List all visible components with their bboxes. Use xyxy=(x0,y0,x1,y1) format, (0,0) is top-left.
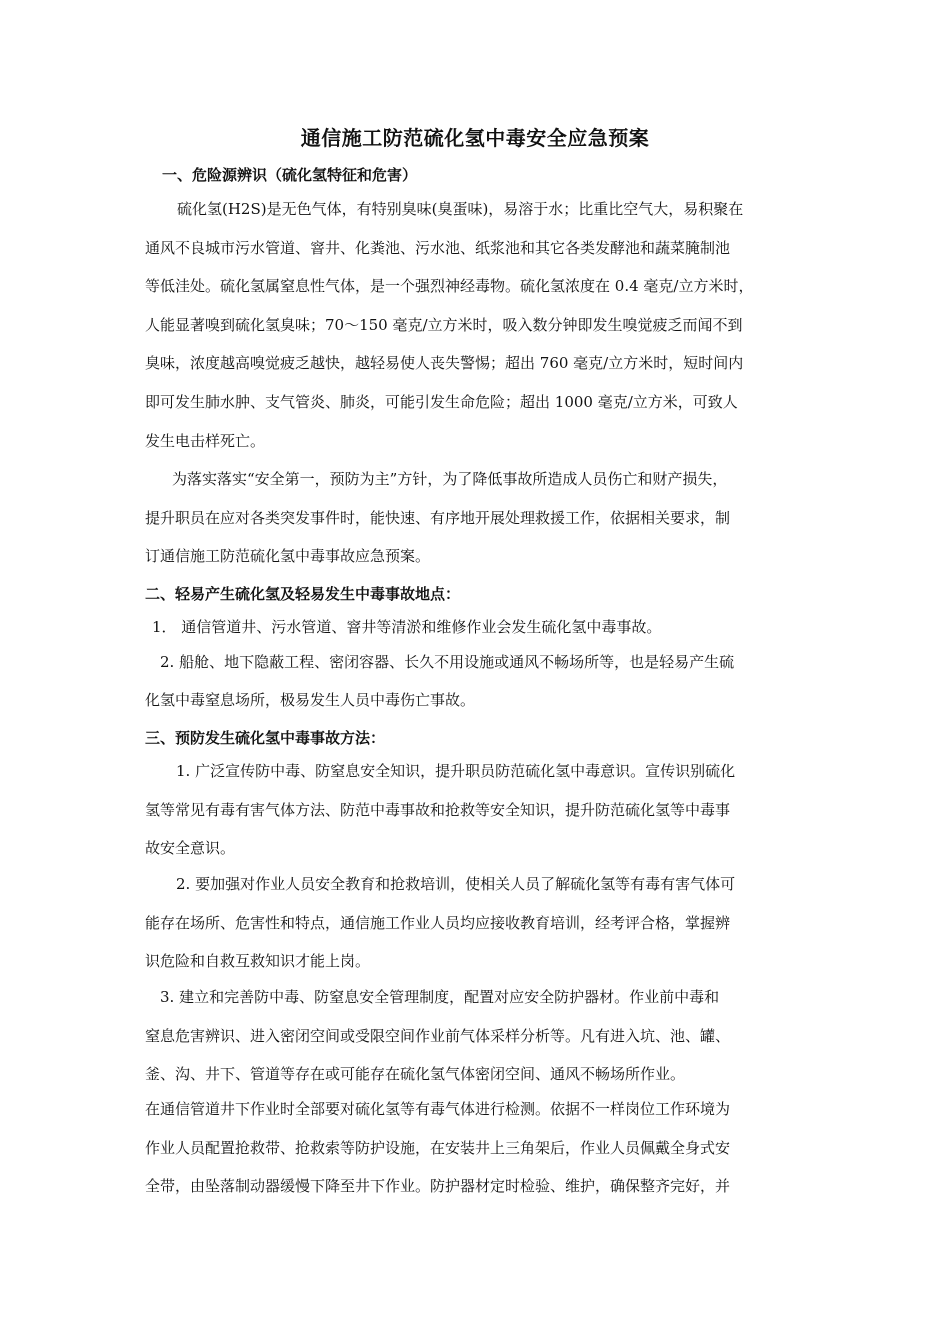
paragraph-line: 全带，由坠落制动器缓慢下降至井下作业。防护器材定时检验、维护，确保整齐完好，并 xyxy=(145,1177,731,1195)
paragraph-line: 通风不良城市污水管道、窨井、化粪池、污水池、纸浆池和其它各类发酵池和蔬菜腌制池 xyxy=(145,239,731,257)
paragraph-line: 臭味，浓度越高嗅觉疲乏越快，越轻易使人丧失警惕；超出 760 毫克/立方米时，短时间内 xyxy=(145,354,744,372)
paragraph-line: 在通信管道井下作业时全部要对硫化氢等有毒气体进行检测。依据不一样岗位工作环境为 xyxy=(145,1100,731,1118)
document-title: 通信施工防范硫化氢中毒安全应急预案 xyxy=(300,126,650,150)
section-heading-3: 三、预防发生硫化氢中毒事故方法： xyxy=(145,729,386,747)
paragraph-line: 提升职员在应对各类突发事件时，能快速、有序地开展处理救援工作，依据相关要求，制 xyxy=(145,509,731,527)
list-item-line: 识危险和自救互救知识才能上岗。 xyxy=(145,952,371,970)
list-item-line: 3. 建立和完善防中毒、防窒息安全管理制度，配置对应安全防护器材。作业前中毒和 xyxy=(160,988,720,1006)
list-item-line: 2. 要加强对作业人员安全教育和抢救培训，使相关人员了解硫化氢等有毒有害气体可 xyxy=(176,875,736,893)
paragraph-line: 订通信施工防范硫化氢中毒事故应急预案。 xyxy=(145,547,431,565)
paragraph-line: 人能显著嗅到硫化氢臭味；70～150 毫克/立方米时，吸入数分钟即发生嗅觉疲乏而闻不到 xyxy=(145,316,743,334)
list-item-line: 2. 船舱、地下隐蔽工程、密闭容器、长久不用设施或通风不畅场所等，也是轻易产生硫 xyxy=(160,653,735,671)
list-item-line: 故安全意识。 xyxy=(145,839,236,857)
list-item-line: 釜、沟、井下、管道等存在或可能存在硫化氢气体密闭空间、通风不畅场所作业。 xyxy=(145,1065,686,1083)
section-heading-2: 二、轻易产生硫化氢及轻易发生中毒事故地点： xyxy=(145,585,461,603)
paragraph-line: 硫化氢(H2S)是无色气体，有特别臭味(臭蛋味)，易溶于水；比重比空气大，易积聚在 xyxy=(177,200,744,218)
list-item-line: 氢等常见有毒有害气体方法、防范中毒事故和抢救等安全知识，提升防范硫化氢等中毒事 xyxy=(145,801,731,819)
section-heading-1: 一、危险源辨识（硫化氢特征和危害） xyxy=(162,166,418,184)
list-item-line: 1. 广泛宣传防中毒、防窒息安全知识，提升职员防范硫化氢中毒意识。宣传识别硫化 xyxy=(176,762,736,780)
paragraph-line: 等低洼处。硫化氢属窒息性气体，是一个强烈神经毒物。硫化氢浓度在 0.4 毫克/立方米时， xyxy=(145,277,754,295)
paragraph-line: 为落实落实“安全第一，预防为主”方针，为了降低事故所造成人员伤亡和财产损失， xyxy=(172,470,728,488)
list-item-line: 窒息危害辨识、进入密闭空间或受限空间作业前气体采样分析等。凡有进入坑、池、罐、 xyxy=(145,1027,731,1045)
paragraph-line: 发生电击样死亡。 xyxy=(145,432,266,450)
list-item-line: 1． 通信管道井、污水管道、窨井等清淤和维修作业会发生硫化氢中毒事故。 xyxy=(152,618,662,636)
list-item-line: 化氢中毒窒息场所，极易发生人员中毒伤亡事故。 xyxy=(145,691,476,709)
paragraph-line: 即可发生肺水肿、支气管炎、肺炎，可能引发生命危险；超出 1000 毫克/立方米，可致人 xyxy=(145,393,738,411)
paragraph-line: 作业人员配置抢救带、抢救索等防护设施，在安装井上三角架后，作业人员佩戴全身式安 xyxy=(145,1139,731,1157)
list-item-line: 能存在场所、危害性和特点，通信施工作业人员均应接收教育培训，经考评合格，掌握辨 xyxy=(145,914,731,932)
